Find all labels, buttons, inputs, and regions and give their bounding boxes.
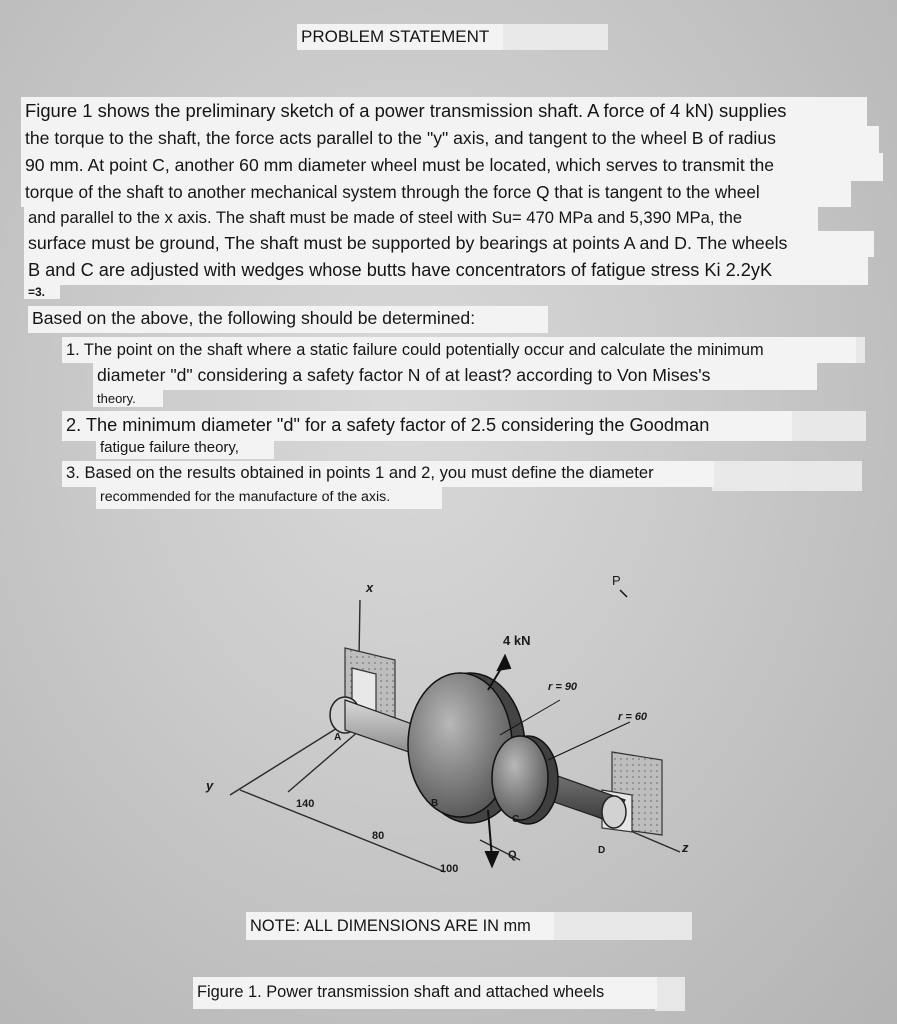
label-x: x	[366, 580, 374, 595]
label-d: D	[598, 845, 606, 856]
statement-line: Figure 1 shows the preliminary sketch of a power transmission shaft. A force of 4 kN) supplies	[21, 97, 867, 126]
caption-fade	[655, 977, 685, 1011]
statement-line: surface must be ground, The shaft must be supported by bearings at points A and D. The wheels	[24, 231, 874, 257]
label-p: P	[612, 573, 621, 588]
dim-100: 100	[440, 863, 459, 875]
figure-caption: Figure 1. Power transmission shaft and attached wheels	[193, 977, 657, 1009]
page-title: PROBLEM STATEMENT	[297, 24, 503, 50]
statement-line: and parallel to the x axis. The shaft must be made of steel with Su= 470 MPa and 5,390 MPa, the	[24, 207, 818, 231]
label-force: 4 kN	[503, 633, 531, 648]
requirement-item-2-cont: fatigue failure theory,	[96, 437, 274, 459]
label-c: C	[512, 814, 520, 825]
requirement-item-3-cont: recommended for the manufacture of the axis.	[96, 487, 442, 509]
statement-line: 90 mm. At point C, another 60 mm diameter wheel must be located, which serves to transmit the	[21, 153, 883, 181]
statement-line: =3.	[24, 285, 60, 299]
statement-line: the torque to the shaft, the force acts parallel to the "y" axis, and tangent to the wheel B of radius	[21, 126, 879, 153]
label-q: Q	[508, 849, 517, 861]
label-b: B	[431, 798, 439, 809]
bearing-d	[602, 796, 626, 828]
label-y: y	[206, 778, 214, 793]
note-fade	[552, 912, 692, 940]
wheel-c	[492, 736, 558, 824]
label-r-b: r = 90	[548, 681, 578, 693]
requirement-item-1-cont: theory.	[93, 389, 163, 407]
dim-80: 80	[372, 830, 385, 842]
requirement-item-1: 1. The point on the shaft where a static failure could potentially occur and calculate the minimum	[62, 337, 856, 363]
label-z: z	[682, 840, 689, 855]
label-r-c: r = 60	[618, 711, 648, 723]
statement-line: B and C are adjusted with wedges whose butts have concentrators of fatigue stress Ki 2.2yK	[24, 257, 868, 285]
requirements-intro: Based on the above, the following should be determined:	[28, 306, 548, 333]
figure-note: NOTE: ALL DIMENSIONS ARE IN mm	[246, 912, 554, 940]
requirement-item-3: 3. Based on the results obtained in points 1 and 2, you must define the diameter	[62, 461, 714, 487]
dim-140: 140	[296, 798, 315, 810]
requirement-item-2: 2. The minimum diameter "d" for a safety factor of 2.5 considering the Goodman	[62, 411, 792, 441]
label-a: A	[334, 732, 342, 743]
statement-line: torque of the shaft to another mechanical system through the force Q that is tangent to the wheel	[21, 180, 851, 207]
requirement-item-1-cont: diameter "d" considering a safety factor N of at least? according to Von Mises's	[93, 363, 817, 390]
